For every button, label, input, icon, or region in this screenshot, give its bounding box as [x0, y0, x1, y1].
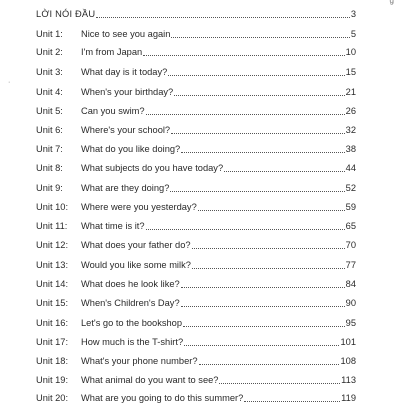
toc-row: [36, 26, 356, 40]
toc-unit-label: Unit 19:: [36, 375, 69, 385]
toc-row: [36, 103, 356, 117]
toc-unit-label: Unit 17:: [36, 337, 69, 347]
toc-row: [36, 64, 356, 78]
toc-page-number: 65: [345, 221, 356, 231]
toc-page-number: 10: [345, 47, 356, 57]
toc-page-number: 113: [341, 375, 356, 385]
toc-page-number: 70: [345, 240, 356, 250]
toc-unit-label: Unit 8:: [36, 163, 63, 173]
toc-page-number: 84: [345, 279, 356, 289]
toc-unit-label: Unit 15:: [36, 298, 69, 308]
toc-unit-title: What subjects do you have today?: [81, 163, 224, 173]
toc-page-number: 101: [340, 337, 356, 347]
toc-unit-label: Unit 4:: [36, 87, 63, 97]
corner-mark: g: [389, 0, 394, 5]
toc-page-number: 26: [345, 106, 356, 116]
toc-foreword-row: [36, 6, 356, 20]
dot-leader: [171, 36, 349, 38]
toc-page-number: 38: [345, 144, 356, 154]
toc-row: [36, 141, 356, 155]
toc-unit-label: Unit 7:: [36, 144, 63, 154]
toc-page-number: 52: [345, 183, 356, 193]
dot-leader: [181, 305, 345, 307]
dot-leader: [171, 132, 345, 134]
toc-row: [36, 315, 356, 329]
toc-unit-label: Unit 3:: [36, 67, 63, 77]
dot-leader: [244, 400, 340, 402]
toc-unit-title: Where's your school?: [81, 125, 171, 135]
toc-page-number: 77: [345, 260, 356, 270]
toc-page-number: 119: [341, 393, 356, 403]
toc-unit-title: I'm from Japan: [81, 47, 143, 57]
toc-row: [36, 276, 356, 290]
toc-unit-label: Unit 1:: [36, 29, 63, 39]
toc-unit-title: Nice to see you again: [81, 29, 171, 39]
toc-unit-label: Unit 12:: [36, 240, 69, 250]
toc-row: [36, 334, 356, 348]
dot-leader: [146, 113, 345, 115]
toc-row: [36, 180, 356, 194]
toc-page-number: 95: [345, 318, 356, 328]
dot-leader: [170, 190, 344, 192]
toc-unit-title: What day is it today?: [81, 67, 168, 77]
dot-leader: [192, 267, 345, 269]
toc-row: [36, 122, 356, 136]
toc-page-number: 59: [345, 202, 356, 212]
dot-leader: [181, 151, 344, 153]
dot-leader: [181, 286, 345, 288]
toc-unit-label: Unit 13:: [36, 260, 69, 270]
stray-mark: ·: [8, 79, 11, 86]
toc-page-number: 90: [345, 298, 356, 308]
toc-page-number: 32: [345, 125, 356, 135]
toc-unit-title: Where were you yesterday?: [81, 202, 197, 212]
dot-leader: [174, 94, 344, 96]
toc-unit-label: Unit 10:: [36, 202, 69, 212]
toc-unit-label: Unit 2:: [36, 47, 63, 57]
toc-unit-title: What do you like doing?: [81, 144, 181, 154]
toc-unit-title: What does he look like?: [81, 279, 180, 289]
dot-leader: [198, 209, 345, 211]
toc-unit-label: Unit 20:: [36, 393, 69, 403]
toc-page-number: 44: [345, 163, 356, 173]
toc-unit-title: Can you swim?: [81, 106, 145, 116]
toc-unit-title: What are they doing?: [81, 183, 170, 193]
toc-row: [36, 44, 356, 58]
toc-foreword-title: LỜI NÓI ĐẦU: [36, 9, 96, 19]
dot-leader: [146, 228, 345, 230]
toc-unit-title: What animal do you want to see?: [81, 375, 219, 385]
toc-unit-title: What are you going to do this summer?: [81, 393, 244, 403]
toc-row: [36, 372, 356, 386]
dot-leader: [184, 344, 339, 346]
toc-page-number: 3: [350, 9, 356, 19]
dot-leader: [96, 16, 350, 18]
toc-row: [36, 353, 356, 367]
dot-leader: [192, 247, 345, 249]
dot-leader: [183, 325, 345, 327]
toc-unit-label: Unit 11:: [36, 221, 68, 231]
toc-unit-label: Unit 18:: [36, 356, 69, 366]
dot-leader: [224, 170, 345, 172]
toc-row: [36, 257, 356, 271]
toc-unit-title: How much is the T-shirt?: [81, 337, 184, 347]
toc-unit-label: Unit 9:: [36, 183, 63, 193]
dot-leader: [219, 382, 340, 384]
toc-unit-title: What does your father do?: [81, 240, 191, 250]
toc-row: [36, 390, 356, 404]
toc-page-number: 21: [345, 87, 356, 97]
dot-leader: [143, 54, 344, 56]
toc-unit-label: Unit 16:: [36, 318, 69, 328]
toc-row: [36, 218, 356, 232]
toc-row: [36, 295, 356, 309]
toc-unit-title: What's your phone number?: [81, 356, 198, 366]
toc-row: [36, 84, 356, 98]
toc-row: [36, 160, 356, 174]
toc-unit-title: Would you like some milk?: [81, 260, 191, 270]
toc-page-number: 108: [340, 356, 356, 366]
toc-row: [36, 199, 356, 213]
toc-page-number: 5: [350, 29, 356, 39]
toc-unit-title: When's your birthday?: [81, 87, 174, 97]
toc-row: [36, 237, 356, 251]
dot-leader: [168, 74, 344, 76]
dot-leader: [199, 363, 340, 365]
toc-unit-label: Unit 5:: [36, 106, 63, 116]
toc-page-number: 15: [345, 67, 356, 77]
toc-unit-title: Let's go to the bookshop: [81, 318, 183, 328]
toc-unit-label: Unit 14:: [36, 279, 69, 289]
toc-unit-title: What time is it?: [81, 221, 145, 231]
toc-unit-label: Unit 6:: [36, 125, 63, 135]
toc-unit-title: When's Children's Day?: [81, 298, 180, 308]
